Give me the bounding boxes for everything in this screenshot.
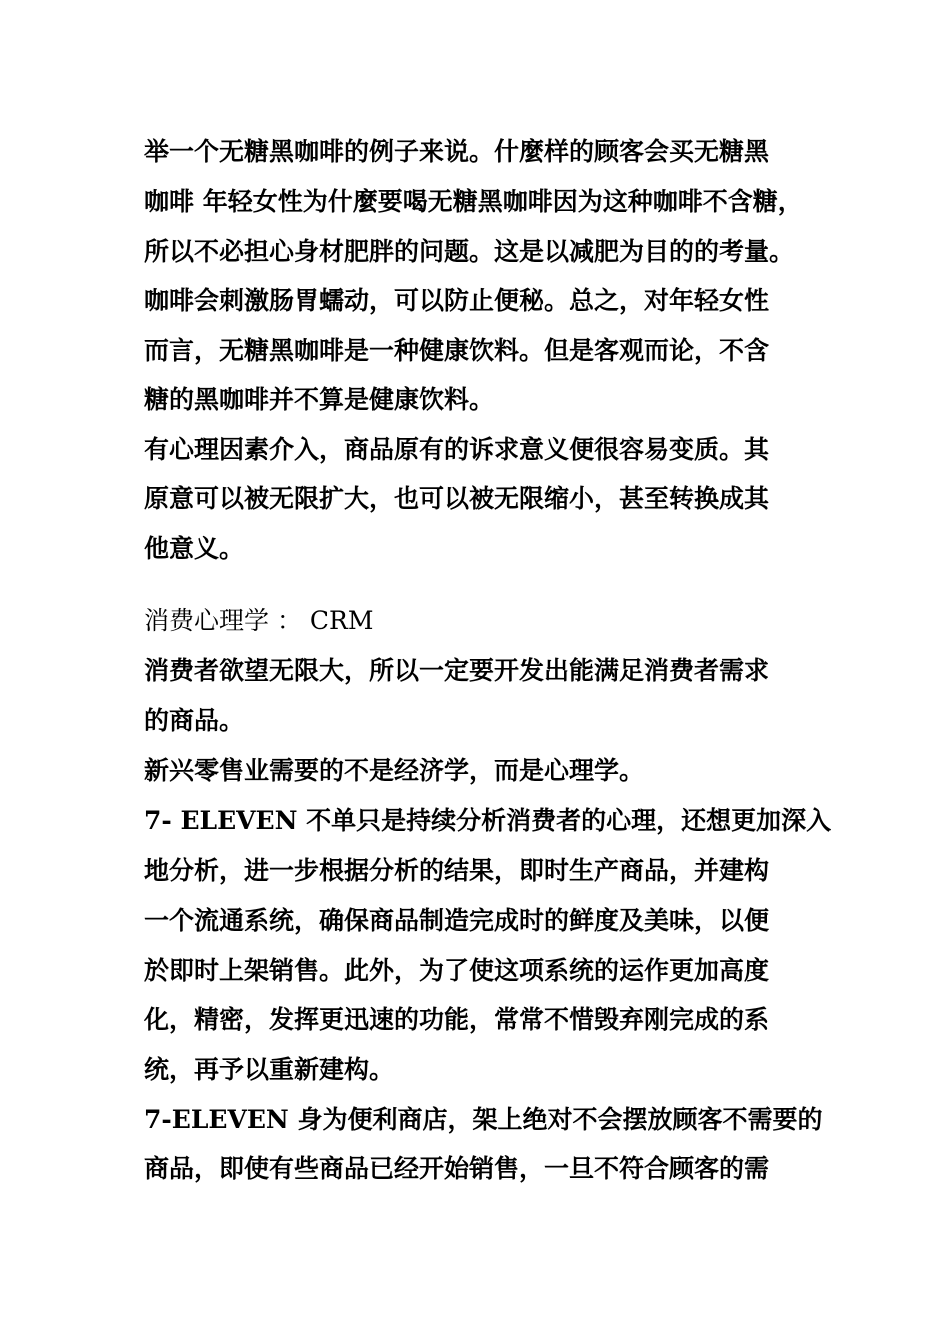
text-line: 咖啡 年轻女性为什麼要喝无糖黑咖啡因为这种咖啡不含糖， (144, 187, 803, 216)
text-line: 化，精密，发挥更迅速的功能，常常不惜毁弃刚完成的系 (144, 1005, 770, 1034)
text-line: 7- ELEVEN 不单只是持续分析消费者的心理，还想更加深入 (144, 806, 832, 835)
text-line: 於即时上架销售。此外，为了使这项系统的运作更加高度 (144, 956, 770, 985)
text-line: 地分析，进一步根据分析的结果，即时生产商品，并建构 (144, 856, 770, 885)
section-heading: 消费心理学 ： CRM (144, 606, 374, 635)
text-line: 所以不必担心身材肥胖的问题。这是以减肥为目的的考量。 (144, 237, 795, 266)
text-line: 糖的黑咖啡并不算是健康饮料。 (144, 385, 495, 414)
text-line: 一个流通系统，确保商品制造完成时的鲜度及美味，以便 (144, 906, 770, 935)
text-line: 的商品。 (144, 706, 245, 735)
text-line: 举一个无糖黑咖啡的例子来说。什麼样的顾客会买无糖黑 (144, 137, 770, 166)
text-line: 7-ELEVEN 身为便利商店，架上绝对不会摆放顾客不需要的 (144, 1105, 823, 1134)
text-line: 咖啡会刺激肠胃蠕动，可以防止便秘。总之，对年轻女性 (144, 286, 770, 315)
text-line: 原意可以被无限扩大，也可以被无限缩小，甚至转换成其 (144, 484, 770, 513)
text-line: 有心理因素介入，商品原有的诉求意义便很容易变质。其 (144, 435, 770, 464)
text-line: 新兴零售业需要的不是经济学，而是心理学。 (144, 756, 645, 785)
text-line: 他意义。 (144, 534, 245, 563)
text-line: 而言，无糖黑咖啡是一种健康饮料。但是客观而论，不含 (144, 336, 770, 365)
text-line: 商品，即使有些商品已经开始销售，一旦不符合顾客的需 (144, 1154, 770, 1183)
text-line: 统，再予以重新建构。 (144, 1055, 395, 1084)
text-line: 消费者欲望无限大，所以一定要开发出能满足消费者需求 (144, 656, 770, 685)
